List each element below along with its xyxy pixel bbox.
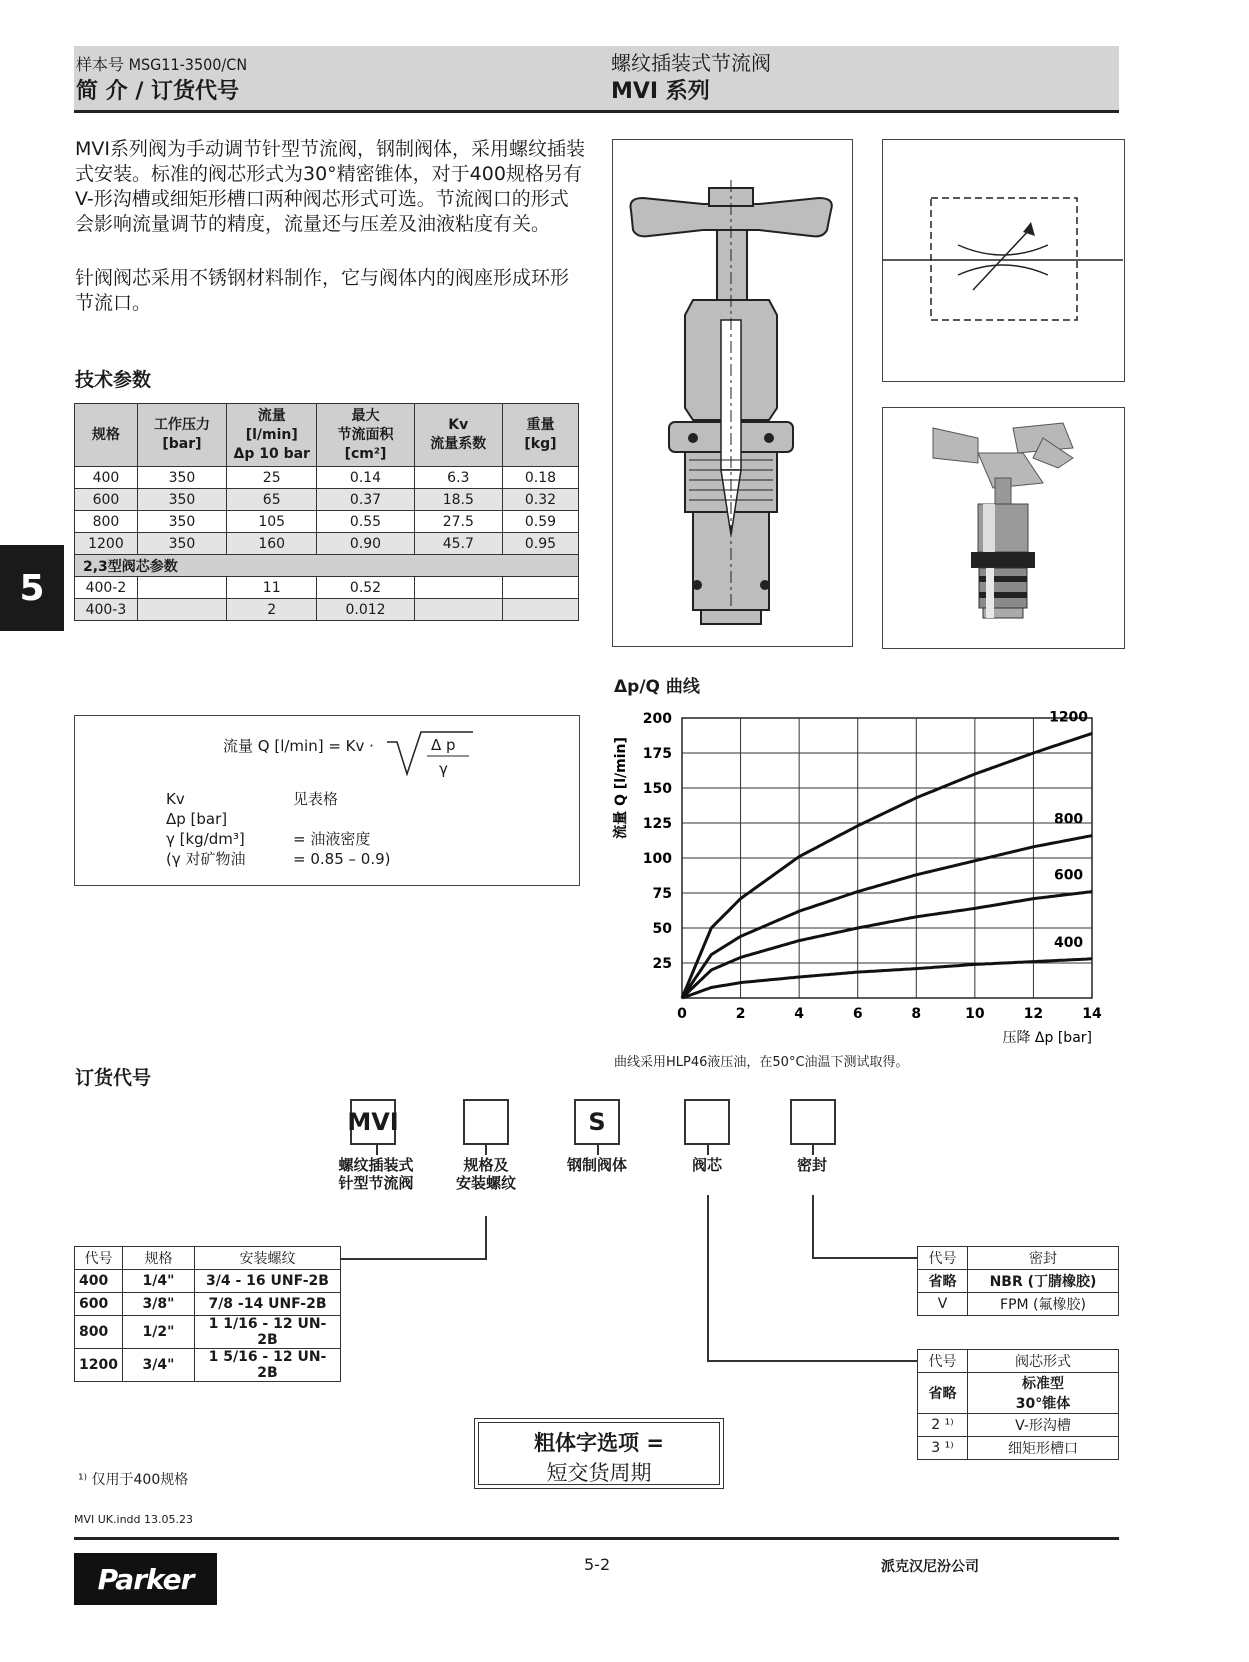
order-code-label: 螺纹插装式 针型节流阀 <box>338 1156 414 1192</box>
product-photo <box>882 407 1125 649</box>
spec-cell: 18.5 <box>414 489 502 511</box>
square-root-symbol <box>385 730 475 778</box>
table-cell: V-形沟槽 <box>968 1414 1119 1437</box>
product-type: 螺纹插装式节流阀 <box>611 51 771 75</box>
order-code-box <box>684 1099 730 1145</box>
x-tick-label: 0 <box>677 1006 687 1022</box>
parker-logo <box>74 1553 217 1605</box>
table-row <box>75 577 579 599</box>
table-header-cell: 代号 <box>918 1247 968 1270</box>
spec-cell: 11 <box>227 577 317 599</box>
spec-cell: 0.59 <box>502 511 578 533</box>
connector <box>707 1360 917 1362</box>
spec-cell: 400 <box>75 467 138 489</box>
series-label-800: 800 <box>1053 811 1084 828</box>
table-cell: NBR (丁腈橡胶) <box>968 1270 1119 1293</box>
bold-note-title: 粗体字选项 = <box>534 1431 664 1455</box>
valve-cutaway-illustration <box>613 140 851 645</box>
order-code-label: 规格及 安装螺纹 <box>455 1156 516 1192</box>
catalog-number: 样本号 MSG11-3500/CN <box>76 55 248 74</box>
table-header-cell: 阀芯形式 <box>968 1350 1119 1373</box>
spec-cell: 350 <box>137 533 226 555</box>
chart-note: 曲线采用HLP46液压油，在50°C油温下测试取得。 <box>614 1055 909 1070</box>
formula-definition-row <box>166 789 390 809</box>
order-code-label: 密封 <box>796 1156 827 1174</box>
spec-cell: 1200 <box>75 533 138 555</box>
x-tick-label: 8 <box>911 1006 922 1022</box>
spec-cell <box>137 599 226 621</box>
size-thread-table <box>74 1246 341 1382</box>
x-tick-label: 12 <box>1023 1006 1044 1022</box>
connector <box>485 1216 487 1259</box>
spec-cell: 400-2 <box>75 577 138 599</box>
order-code-box <box>790 1099 836 1145</box>
section-title: 简 介 / 订货代号 <box>76 79 240 104</box>
table-cell: 400 <box>75 1270 123 1293</box>
table-row <box>918 1437 1119 1460</box>
table-row <box>918 1373 1119 1414</box>
chapter-tab: 5 <box>0 545 64 631</box>
spec-cell: 65 <box>227 489 317 511</box>
spec-cell: 350 <box>137 511 226 533</box>
table-header-cell: 密封 <box>968 1247 1119 1270</box>
y-tick-label: 175 <box>642 746 672 762</box>
connector <box>812 1257 918 1259</box>
valve-photo <box>883 408 1123 648</box>
table-cell: 省略 <box>918 1373 968 1414</box>
formula-symbol: (γ 对矿物油 <box>166 850 246 868</box>
table-cell: 3 ¹⁾ <box>918 1437 968 1460</box>
table-cell: 600 <box>75 1293 123 1316</box>
x-tick-label: 6 <box>852 1006 863 1022</box>
y-tick-label: 100 <box>642 851 672 867</box>
table-cell: 1/2" <box>123 1316 195 1349</box>
table-row <box>918 1270 1119 1293</box>
intro-paragraph-1: MVI系列阀为手动调节针型节流阀，钢制阀体，采用螺纹插装式安装。标准的阀芯形式为30°精密锥体，对于400规格另有V-形沟槽或细矩形槽口两种阀芯形式可选。节流阀口的形式会影响流量调节的精度，流量还与压差及油液粘度有关。 <box>75 138 585 235</box>
spec-cell: 400-3 <box>75 599 138 621</box>
table-header-cell: 代号 <box>75 1247 123 1270</box>
y-tick-label: 200 <box>642 711 672 727</box>
series-title: MVI 系列 <box>611 79 710 104</box>
table-row <box>75 511 579 533</box>
series-label-1200: 1200 <box>1049 709 1089 726</box>
spec-cell: 160 <box>227 533 317 555</box>
table-header-cell: 规格 <box>123 1247 195 1270</box>
parker-logo-text: Parker <box>97 1562 194 1596</box>
footer-rule <box>74 1537 1119 1540</box>
formula-numerator: Δ p <box>431 736 456 754</box>
order-code-label: 钢制阀体 <box>566 1156 627 1174</box>
spec-cell <box>502 577 578 599</box>
formula-definition-row <box>166 849 390 869</box>
formula-meaning: = 油液密度 <box>293 830 371 848</box>
y-tick-label: 25 <box>652 956 672 972</box>
header-rule <box>74 110 1119 113</box>
ordering-title: 订货代号 <box>75 1067 152 1089</box>
spec-header-cell: 重量 [kg] <box>502 404 578 467</box>
table-cell: 1 1/16 - 12 UN-2B <box>195 1316 341 1349</box>
table-cell: 800 <box>75 1316 123 1349</box>
connector <box>812 1195 814 1258</box>
table-row <box>75 467 579 489</box>
series-label-400: 400 <box>1053 934 1084 951</box>
spec-cell: 600 <box>75 489 138 511</box>
formula-meaning: = 0.85 – 0.9) <box>293 850 391 868</box>
y-axis-label: 流量 Q [l/min] <box>613 737 629 839</box>
table-cell: 3/4" <box>123 1349 195 1382</box>
table-header-cell: 安装螺纹 <box>195 1247 341 1270</box>
spec-cell: 0.95 <box>502 533 578 555</box>
y-tick-label: 75 <box>652 886 672 902</box>
spec-cell: 0.32 <box>502 489 578 511</box>
y-tick-label: 50 <box>652 921 672 937</box>
x-tick-label: 10 <box>965 1006 985 1022</box>
footnote: ¹⁾ 仅用于400规格 <box>78 1472 189 1488</box>
x-tick-label: 2 <box>735 1006 746 1022</box>
x-tick-label: 14 <box>1082 1006 1102 1022</box>
table-row <box>75 599 579 621</box>
formula-denominator: γ <box>439 760 448 778</box>
flow-formula-box <box>74 715 580 886</box>
table-row <box>918 1414 1119 1437</box>
spec-cell: 45.7 <box>414 533 502 555</box>
table-row <box>75 1270 341 1293</box>
table-row <box>75 1349 341 1382</box>
table-row <box>75 1293 341 1316</box>
x-axis-label: 压降 Δp [bar] <box>1002 1030 1092 1045</box>
spec-cell <box>137 577 226 599</box>
spec-cell: 25 <box>227 467 317 489</box>
table-cell: 2 ¹⁾ <box>918 1414 968 1437</box>
y-tick-label: 125 <box>642 816 672 832</box>
spec-header-cell: 规格 <box>75 404 138 467</box>
dp-q-chart <box>605 700 1115 1045</box>
formula-meaning: 见表格 <box>293 790 339 808</box>
connector <box>340 1258 487 1260</box>
connector <box>812 1145 814 1155</box>
spec-header-cell: 工作压力 [bar] <box>137 404 226 467</box>
table-cell: 3/4 - 16 UNF-2B <box>195 1270 341 1293</box>
throttle-valve-symbol <box>883 140 1123 380</box>
spec-cell: 0.90 <box>317 533 414 555</box>
order-code-box <box>463 1099 509 1145</box>
connector <box>707 1195 709 1361</box>
formula-definition-row <box>166 809 390 829</box>
bold-note-box <box>474 1418 724 1489</box>
page-number: 5-2 <box>584 1555 611 1574</box>
table-row <box>918 1293 1119 1316</box>
company-name: 派克汉尼汾公司 <box>881 1559 979 1575</box>
table-row <box>75 533 579 555</box>
connector <box>707 1145 709 1155</box>
y-tick-label: 150 <box>642 781 672 797</box>
hydraulic-symbol <box>882 139 1125 382</box>
order-code-box: MVI <box>350 1099 396 1145</box>
formula-symbol: Δp [bar] <box>166 810 228 828</box>
connector <box>485 1145 487 1155</box>
spec-cell: 27.5 <box>414 511 502 533</box>
seal-table <box>917 1246 1119 1316</box>
table-cell: 省略 <box>918 1270 968 1293</box>
spec-cell: 350 <box>137 489 226 511</box>
spec-cell: 0.52 <box>317 577 414 599</box>
spec-subheader: 2,3型阀芯参数 <box>75 555 579 577</box>
table-row <box>75 489 579 511</box>
tech-params-title: 技术参数 <box>75 369 152 391</box>
spec-cell <box>502 599 578 621</box>
spec-cell: 0.55 <box>317 511 414 533</box>
spec-cell: 800 <box>75 511 138 533</box>
spec-cell <box>414 577 502 599</box>
intro-paragraph-2: 针阀阀芯采用不锈钢材料制作，它与阀体内的阀座形成环形节流口。 <box>75 267 570 314</box>
spec-cell: 2 <box>227 599 317 621</box>
spec-cell: 0.012 <box>317 599 414 621</box>
table-header-cell: 代号 <box>918 1350 968 1373</box>
connector <box>376 1145 378 1155</box>
spool-table <box>917 1349 1119 1460</box>
spec-header-cell: 流量 [l/min] Δp 10 bar <box>227 404 317 467</box>
formula-line: 流量 Q [l/min] = Kv · <box>223 737 374 755</box>
spec-cell: 105 <box>227 511 317 533</box>
formula-definitions <box>166 789 390 869</box>
bold-note-text: 短交货周期 <box>546 1461 652 1485</box>
table-cell: 1200 <box>75 1349 123 1382</box>
spec-cell: 350 <box>137 467 226 489</box>
x-tick-label: 4 <box>794 1006 805 1022</box>
spec-cell: 0.14 <box>317 467 414 489</box>
chart-title: Δp/Q 曲线 <box>614 677 700 697</box>
file-info: MVI UK.indd 13.05.23 <box>74 1513 193 1526</box>
order-code-label: 阀芯 <box>691 1156 722 1174</box>
order-code-box: S <box>574 1099 620 1145</box>
connector <box>597 1145 599 1155</box>
table-cell: 1 5/16 - 12 UN-2B <box>195 1349 341 1382</box>
series-label-600: 600 <box>1053 867 1084 884</box>
formula-symbol: γ [kg/dm³] <box>166 830 245 848</box>
table-cell: 7/8 -14 UNF-2B <box>195 1293 341 1316</box>
table-cell: 3/8" <box>123 1293 195 1316</box>
tech-params-table <box>74 403 579 621</box>
table-row <box>75 1316 341 1349</box>
spec-cell: 6.3 <box>414 467 502 489</box>
spec-cell <box>414 599 502 621</box>
table-cell: 细矩形槽口 <box>968 1437 1119 1460</box>
valve-section-drawing <box>612 139 853 647</box>
table-cell: 标准型 30°锥体 <box>968 1373 1119 1414</box>
spec-cell: 0.18 <box>502 467 578 489</box>
table-cell: V <box>918 1293 968 1316</box>
table-cell: FPM (氟橡胶) <box>968 1293 1119 1316</box>
spec-header-cell: Kv 流量系数 <box>414 404 502 467</box>
spec-header-cell: 最大 节流面积 [cm²] <box>317 404 414 467</box>
formula-definition-row <box>166 829 390 849</box>
formula-symbol: Kv <box>166 790 185 808</box>
spec-cell: 0.37 <box>317 489 414 511</box>
table-cell: 1/4" <box>123 1270 195 1293</box>
